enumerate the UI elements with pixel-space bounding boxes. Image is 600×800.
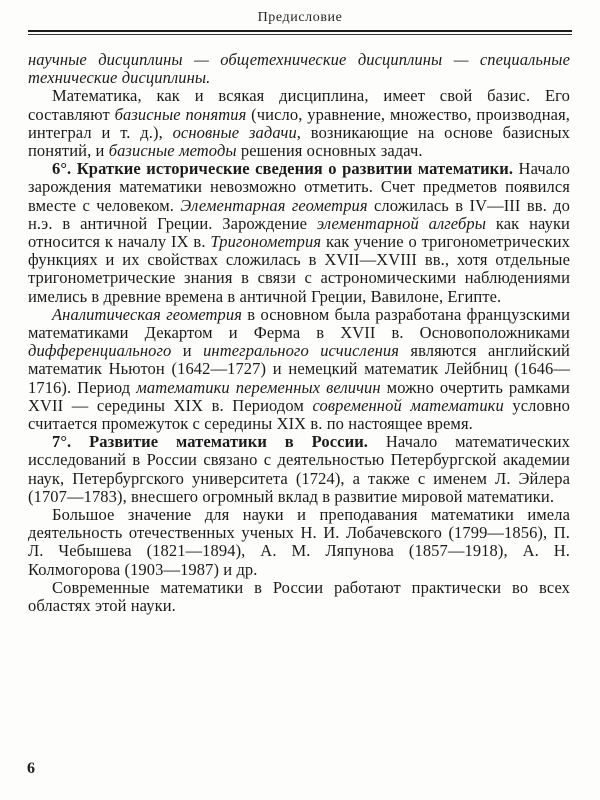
body-text: Математика, как и всякая дисциплина, имеет свой базис. Его составляют xyxy=(28,86,570,124)
body-text: решения основных задач. xyxy=(236,141,423,161)
emphasized-text: Аналитическая геометрия xyxy=(52,304,243,324)
emphasized-text: интегрального исчисления xyxy=(203,341,400,361)
emphasized-text: современной математики xyxy=(312,395,504,415)
body-text: сложилась в IV—III вв. до н.э. в античной Греции. Зарождение xyxy=(28,195,571,233)
paragraph xyxy=(28,160,570,306)
emphasized-text: базисные понятия xyxy=(114,104,247,124)
body-text: Начало зарождения математики невозможно отметить. Счет предметов появился вместе с человеком. xyxy=(28,159,570,215)
emphasized-text: основные задачи xyxy=(172,122,297,142)
paragraph xyxy=(28,579,570,615)
body-text: (число, уравнение, множество, производная, интеграл и т. д.), xyxy=(28,104,570,142)
body-text: в основном была разработана французскими математиками Декартом и Ферма в XVII в. Основоположниками xyxy=(28,304,570,343)
paragraph xyxy=(28,306,570,433)
body-text: и xyxy=(171,341,204,361)
header-double-rule xyxy=(28,30,572,35)
emphasized-text: научные дисциплины — общетехнические дисциплины — специальные технические дисциплины. xyxy=(28,50,570,88)
body-text: как науки относится к началу IX в. xyxy=(28,213,570,252)
emphasized-text: Элементарная геометрия xyxy=(180,195,368,215)
paragraph xyxy=(28,433,570,506)
emphasized-text: математики переменных величин xyxy=(136,377,381,397)
body-text: Начало математических исследований в России связано с деятельностью Петербургской академии наук, Петербургского университета (1724), а также с именем Л. Эйлера (1707—1783), внесшего огромный вклад в развитие мировой математики. xyxy=(28,432,570,506)
body-text: являются английский математик Ньютон (1642—1727) и немецкий математик Лейбниц (1646—1716). Период xyxy=(28,341,570,397)
emphasized-text: базисные методы xyxy=(108,141,237,161)
body-text: можно очертить рамками XVII — середины XIX в. Периодом xyxy=(28,377,570,415)
body-text: как учение о тригонометрических функциях и их свойствах сложилась в XVII—XVIII вв., хотя отдельные тригонометрические знания в связи с астрономическими наблюдениями имелись в древние времена в античной Греции, Вавилоне, Египте. xyxy=(28,232,570,306)
body-text: Современные математики в России работают практически во всех областях этой науки. xyxy=(28,577,570,616)
running-head-title: Предисловие xyxy=(257,10,343,25)
page-content xyxy=(28,51,570,615)
section-heading-text: 7°. Развитие математики в России. xyxy=(52,432,369,452)
emphasized-text: Тригонометрия xyxy=(210,232,322,252)
section-heading-text: 6°. Краткие исторические сведения о развитии математики. xyxy=(52,159,514,179)
emphasized-text: элементарной алгебры xyxy=(316,213,487,233)
paragraph xyxy=(28,506,570,579)
body-text: Большое значение для науки и преподавания математики имела деятельность отечественных ученых Н. И. Лобачевского (1799—1856), П. Л. Чебышева (1821—1894), А. М. Ляпунова (1857—1918), А. Н. Колмогорова (1903—1987) и др. xyxy=(28,505,570,579)
page-number: 6 xyxy=(27,760,35,777)
emphasized-text: дифференциального xyxy=(28,341,172,361)
paragraph xyxy=(28,87,570,160)
body-text: условно считается промежуток с середины XIX в. по настоящее время. xyxy=(28,395,570,434)
body-text: , возникающие на основе базисных понятий, и xyxy=(28,122,570,161)
paragraph xyxy=(28,51,570,87)
